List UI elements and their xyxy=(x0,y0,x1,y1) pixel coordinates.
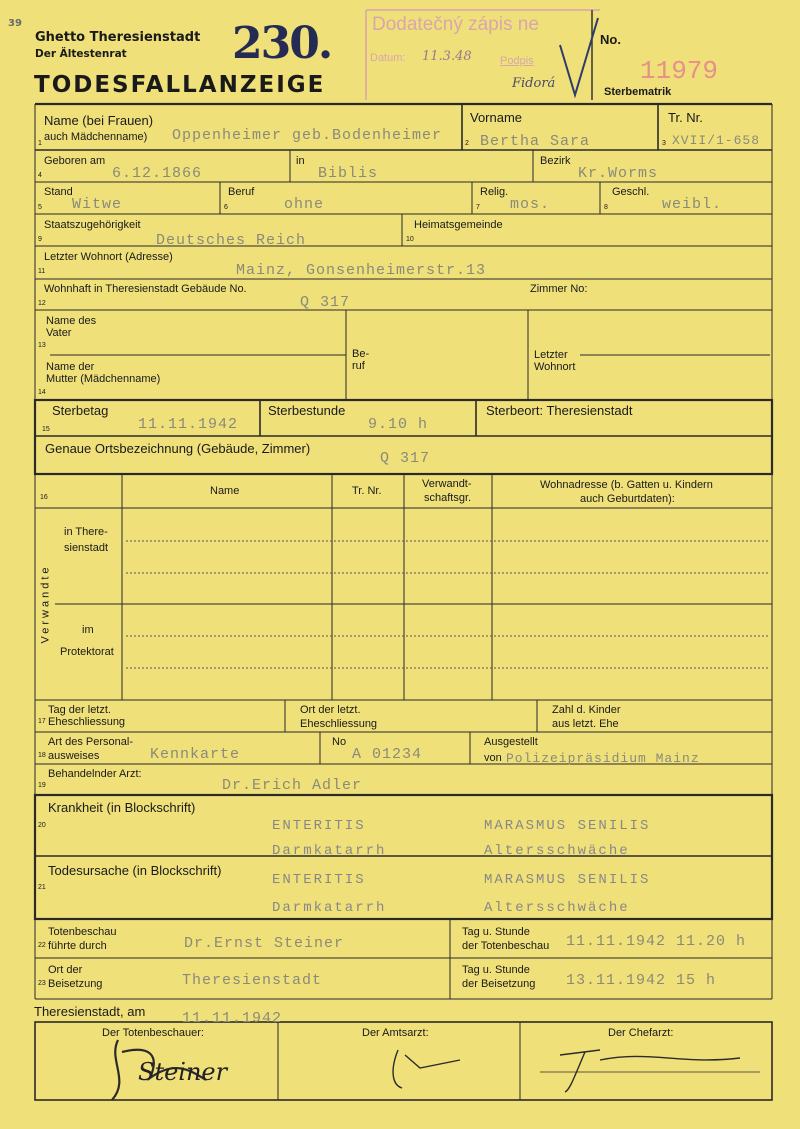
row-number-11: 11 xyxy=(38,268,46,275)
col-trnr-header: Tr. Nr. xyxy=(352,485,382,497)
ort-beisetzung-label-1: Ort der xyxy=(48,964,83,976)
row-number-18: 18 xyxy=(38,752,46,759)
ausweis-label-2: ausweises xyxy=(48,750,100,762)
ehe-ort-label-1: Ort der letzt. xyxy=(300,704,361,716)
row-number-6: 6 xyxy=(224,204,228,211)
letzter-wohnort-label-2: Wohnort xyxy=(534,361,576,373)
tag-totenbeschau-label-1: Tag u. Stunde xyxy=(462,926,530,938)
sterbeort-label: Sterbeort: Theresienstadt xyxy=(486,403,633,418)
row-number-7: 7 xyxy=(476,204,480,211)
sterbetag-value: 11.11.1942 xyxy=(138,416,239,433)
ehe-tag-label-1: Tag der letzt. xyxy=(48,704,111,716)
ausweis-no-label: No xyxy=(332,736,347,748)
col-name-header: Name xyxy=(210,485,240,497)
stamp-podpis-label: Podpis xyxy=(500,55,534,67)
mutter-label-1: Name der xyxy=(46,361,95,373)
trnr-label: Tr. Nr. xyxy=(668,110,703,125)
krankheit-1b: MARASMUS SENILIS xyxy=(484,818,651,834)
stamp-datum-label: Datum: xyxy=(370,52,406,64)
amtsarzt-signature-label: Der Amtsarzt: xyxy=(362,1027,429,1039)
staat-label: Staatszugehörigkeit xyxy=(44,219,141,231)
col-verwandt-header-1: Verwandt- xyxy=(422,478,472,490)
name-value: Oppenheimer geb.Bodenheimer xyxy=(172,127,443,144)
in-label: in xyxy=(296,155,305,167)
tag-beisetzung-value: 13.11.1942 15 h xyxy=(566,972,717,989)
beruf-label: Beruf xyxy=(228,186,255,198)
tag-totenbeschau-value: 11.11.1942 11.20 h xyxy=(566,933,747,950)
row-number-3: 3 xyxy=(662,140,666,147)
bezirk-label: Bezirk xyxy=(540,155,571,167)
row-number-1: 1 xyxy=(38,140,42,147)
sterbematrik-value: 11979 xyxy=(640,56,719,86)
kinder-label-1: Zahl d. Kinder xyxy=(552,704,621,716)
todesursache-2a: Darmkatarrh xyxy=(272,900,387,916)
kinder-label-2: aus letzt. Ehe xyxy=(552,718,619,730)
stamp-datum-value: 11.3.48 xyxy=(422,49,472,64)
row-number-9: 9 xyxy=(38,236,42,243)
relig-value: mos. xyxy=(510,196,551,213)
row-number-2: 2 xyxy=(465,140,469,147)
sterbestunde-value: 9.10 h xyxy=(368,416,429,433)
in-theresienstadt-label-2: sienstadt xyxy=(64,542,109,554)
vater-label-2: Vater xyxy=(46,327,72,339)
tag-totenbeschau-label-2: der Totenbeschau xyxy=(462,940,550,952)
vorname-label: Vorname xyxy=(470,110,523,125)
sterbetag-label: Sterbetag xyxy=(52,403,109,418)
row-number-8: 8 xyxy=(604,204,608,211)
wohnort-label: Letzter Wohnort (Adresse) xyxy=(44,251,173,263)
bezirk-value: Kr.Worms xyxy=(578,165,659,182)
row-number-19: 19 xyxy=(38,782,46,789)
tag-beisetzung-label-2: der Beisetzung xyxy=(462,978,536,990)
todesursache-2b: Altersschwäche xyxy=(484,900,630,916)
staat-value: Deutsches Reich xyxy=(156,232,307,249)
name-label: Name (bei Frauen) xyxy=(44,113,154,128)
col-adresse-header-1: Wohnadresse (b. Gatten u. Kindern xyxy=(540,479,713,491)
row-number-13: 13 xyxy=(38,342,46,349)
todesursache-label: Todesursache (in Blockschrift) xyxy=(48,863,222,878)
im-protektorat-label-1: im xyxy=(82,624,94,636)
im-protektorat-label-2: Protektorat xyxy=(60,646,114,658)
row-number-22: 22 xyxy=(38,942,46,949)
row-number-17: 17 xyxy=(38,718,46,725)
krankheit-2b: Altersschwäche xyxy=(484,843,630,859)
mutter-label-2: Mutter (Mädchenname) xyxy=(46,373,161,385)
geschl-label: Geschl. xyxy=(612,186,650,198)
row-number-12: 12 xyxy=(38,300,46,307)
form-title: TODESFALLANZEIGE xyxy=(34,72,326,98)
ortsbez-value: Q 317 xyxy=(380,450,431,467)
sterbematrik-label: Sterbematrik xyxy=(604,86,672,98)
geboren-value: 6.12.1866 xyxy=(112,165,203,182)
ausweis-value: Kennkarte xyxy=(150,746,241,763)
ausweis-label-1: Art des Personal- xyxy=(48,736,133,748)
todesursache-1a: ENTERITIS xyxy=(272,872,366,888)
todesursache-1b: MARASMUS SENILIS xyxy=(484,872,651,888)
ortsbez-label: Genaue Ortsbezeichnung (Gebäude, Zimmer) xyxy=(45,441,311,456)
row-number-21: 21 xyxy=(38,884,46,891)
row-number-14: 14 xyxy=(38,389,46,396)
sterbestunde-label: Sterbestunde xyxy=(268,403,346,418)
col-adresse-header-2: auch Geburtdaten): xyxy=(580,493,675,505)
row-number-16: 16 xyxy=(40,494,48,501)
no-label: No. xyxy=(600,32,621,47)
zimmer-label: Zimmer No: xyxy=(530,283,588,295)
krankheit-label: Krankheit (in Blockschrift) xyxy=(48,800,196,815)
beruf2-label-2: ruf xyxy=(352,360,365,372)
vorname-value: Bertha Sara xyxy=(480,133,591,150)
stand-value: Witwe xyxy=(72,196,123,213)
row-number-23: 23 xyxy=(38,980,46,987)
in-value: Biblis xyxy=(318,165,379,182)
krankheit-1a: ENTERITIS xyxy=(272,818,366,834)
wohnort-value: Mainz, Gonsenheimerstr.13 xyxy=(236,262,487,279)
place-date-label: Theresienstadt, am xyxy=(34,1004,146,1019)
row-number-5: 5 xyxy=(38,204,42,211)
totenbeschauer-signature: Steiner xyxy=(138,1058,228,1086)
ort-beisetzung-label-2: Beisetzung xyxy=(48,978,103,990)
row-number-4: 4 xyxy=(38,172,42,179)
totenbeschau-label-2: führte durch xyxy=(48,940,107,952)
ort-beisetzung-value: Theresienstadt xyxy=(182,972,323,989)
place-date-value: 11.11.1942 xyxy=(182,1010,283,1027)
row-number-15: 15 xyxy=(42,426,50,433)
totenbeschau-label-1: Totenbeschau xyxy=(48,926,117,938)
col-verwandt-header-2: schaftsgr. xyxy=(424,492,472,504)
heimat-label: Heimatsgemeinde xyxy=(414,219,503,231)
stamp-line1: Dodatečný zápis ne xyxy=(372,14,539,35)
vater-label-1: Name des xyxy=(46,315,97,327)
ausgestellt-label-1: Ausgestellt xyxy=(484,736,538,748)
krankheit-2a: Darmkatarrh xyxy=(272,843,387,859)
verwandte-vertical-label: Verwandte xyxy=(39,564,52,644)
geschl-value: weibl. xyxy=(662,196,723,213)
relig-label: Relig. xyxy=(480,186,509,198)
handwritten-number: 230. xyxy=(232,18,332,69)
org-name: Ghetto Theresienstadt xyxy=(35,30,201,45)
ausgestellt-label-2: von xyxy=(484,752,502,764)
wohnhaft-label: Wohnhaft in Theresienstadt Gebäude No. xyxy=(44,283,247,295)
ehe-tag-label-2: Eheschliessung xyxy=(48,716,126,728)
ausweis-no-value: A 01234 xyxy=(352,746,423,763)
beruf2-label-1: Be- xyxy=(352,348,370,360)
row-number-20: 20 xyxy=(38,822,46,829)
ausgestellt-value: Polizeipräsidium Mainz xyxy=(506,751,700,766)
row-number-10: 10 xyxy=(406,236,414,243)
stamp-podpis-value: Fidorá xyxy=(512,76,556,91)
beruf-value: ohne xyxy=(284,196,325,213)
name-sublabel: auch Mädchenname) xyxy=(44,131,148,143)
geboren-label: Geboren am xyxy=(44,155,106,167)
margin-note: 39 xyxy=(8,18,22,29)
totenbeschau-value: Dr.Ernst Steiner xyxy=(184,935,345,952)
org-subtitle: Der Ältestenrat xyxy=(35,48,127,60)
chefarzt-signature-label: Der Chefarzt: xyxy=(608,1027,674,1039)
arzt-label: Behandelnder Arzt: xyxy=(48,768,142,780)
ehe-ort-label-2: Eheschliessung xyxy=(300,718,378,730)
trnr-value: XVII/1-658 xyxy=(672,133,761,148)
wohnhaft-value: Q 317 xyxy=(300,294,351,311)
tag-beisetzung-label-1: Tag u. Stunde xyxy=(462,964,530,976)
totenbeschauer-signature-label: Der Totenbeschauer: xyxy=(102,1027,204,1039)
arzt-value: Dr.Erich Adler xyxy=(222,777,363,794)
letzter-wohnort-label-1: Letzter xyxy=(534,349,568,361)
stand-label: Stand xyxy=(44,186,73,198)
in-theresienstadt-label-1: in There- xyxy=(64,526,108,538)
